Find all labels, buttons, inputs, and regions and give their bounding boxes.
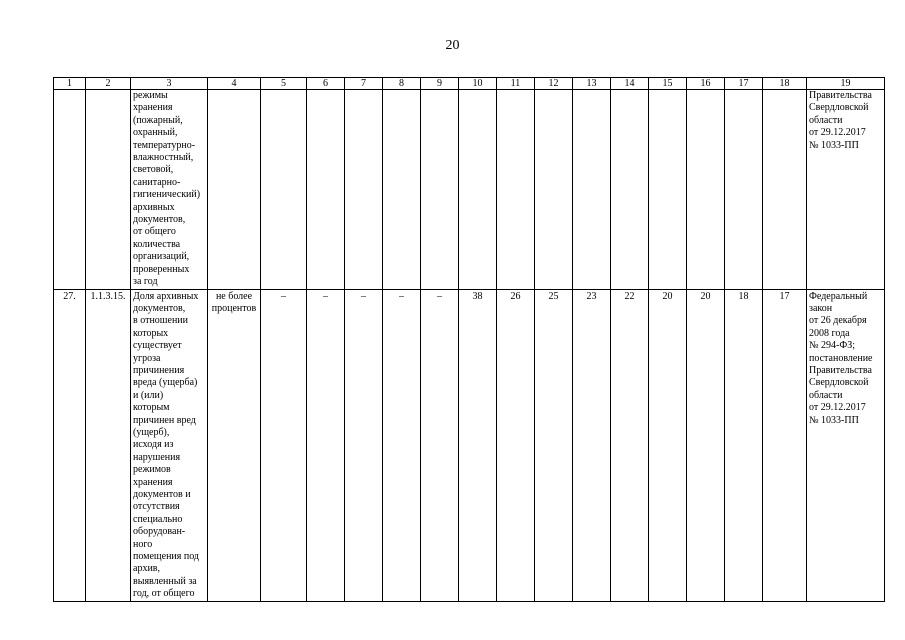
column-header: 2 (86, 78, 131, 90)
column-header: 18 (763, 78, 807, 90)
table-cell (261, 90, 307, 290)
value-cell: 26 (497, 289, 535, 601)
legal-basis-cell: Правительства Свердловской области от 29.12.2017 № 1033-ПП (807, 90, 885, 290)
column-header: 9 (421, 78, 459, 90)
column-header: 10 (459, 78, 497, 90)
column-header: 19 (807, 78, 885, 90)
value-cell: 25 (535, 289, 573, 601)
page-number: 20 (445, 38, 460, 53)
table-cell (459, 90, 497, 290)
value-cell: 22 (611, 289, 649, 601)
indicator-name-cell: Доля архивных документов, в отношении которых существует угроза причинения вреда (ущерба) и (или) которым причинен вред (ущерб), исходя из нарушения режимов хранения документов и отсутствия специально оборудован- ного помещения под архив, выявленный за год, от общего (131, 289, 208, 601)
column-header: 6 (307, 78, 345, 90)
table-cell (421, 90, 459, 290)
indicators-table (53, 77, 885, 602)
value-cell: 20 (687, 289, 725, 601)
column-header: 13 (573, 78, 611, 90)
table-cell (687, 90, 725, 290)
value-cell: – (421, 289, 459, 601)
column-header: 15 (649, 78, 687, 90)
column-header: 11 (497, 78, 535, 90)
value-cell: 18 (725, 289, 763, 601)
value-cell: 23 (573, 289, 611, 601)
table-cell (86, 90, 131, 290)
column-header: 16 (687, 78, 725, 90)
value-cell: 38 (459, 289, 497, 601)
column-header: 12 (535, 78, 573, 90)
table-cell (307, 90, 345, 290)
table-cell (611, 90, 649, 290)
table-cell (497, 90, 535, 290)
value-cell: 17 (763, 289, 807, 601)
table-cell (535, 90, 573, 290)
row-number-cell: 27. (54, 289, 86, 601)
column-header: 8 (383, 78, 421, 90)
table-header-row (54, 78, 885, 90)
table-row (54, 289, 885, 601)
table-cell (208, 90, 261, 290)
value-cell: – (307, 289, 345, 601)
table-row (54, 90, 885, 290)
table-cell (763, 90, 807, 290)
column-header: 3 (131, 78, 208, 90)
table-cell (54, 90, 86, 290)
unit-cell: не более процентов (208, 289, 261, 601)
value-cell: – (345, 289, 383, 601)
column-header: 14 (611, 78, 649, 90)
table-cell (345, 90, 383, 290)
indicator-name-cell: режимы хранения (пожарный, охранный, температурно- влажностный, световой, санитарно- гигиенический) архивных документов, от общего количества организаций, проверенных за год (131, 90, 208, 290)
legal-basis-cell: Федеральный закон от 26 декабря 2008 года № 294-ФЗ; постановление Правительства Свердловской области от 29.12.2017 № 1033-ПП (807, 289, 885, 601)
table-cell (649, 90, 687, 290)
value-cell: – (383, 289, 421, 601)
table-cell (383, 90, 421, 290)
column-header: 4 (208, 78, 261, 90)
column-header: 5 (261, 78, 307, 90)
value-cell: 20 (649, 289, 687, 601)
column-header: 17 (725, 78, 763, 90)
column-header: 7 (345, 78, 383, 90)
table-cell (573, 90, 611, 290)
column-header: 1 (54, 78, 86, 90)
value-cell: – (261, 289, 307, 601)
indicator-code-cell: 1.1.3.15. (86, 289, 131, 601)
table-cell (725, 90, 763, 290)
